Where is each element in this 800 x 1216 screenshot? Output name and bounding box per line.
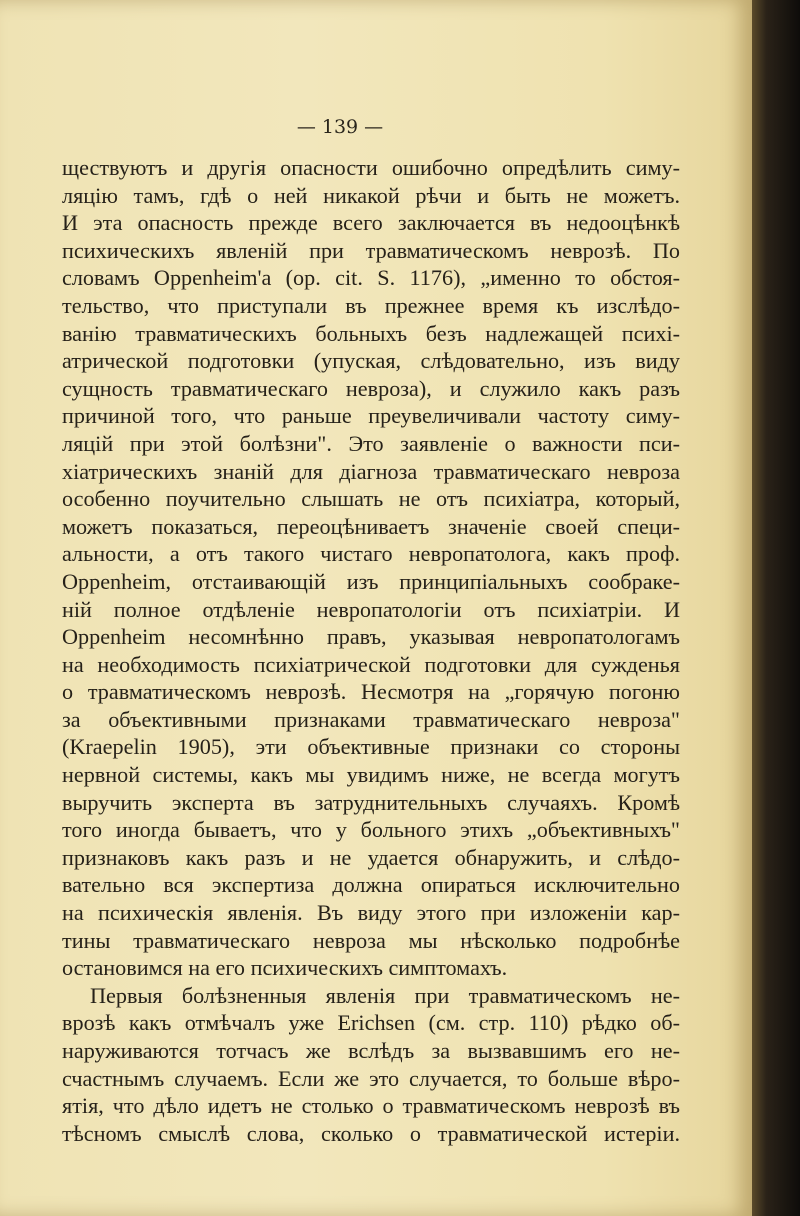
text-line: ванію травматическихъ больныхъ безъ надлежащей психі- [62,320,680,346]
text-line: на психическія явленія. Въ виду этого при изложеніи кар- [62,900,680,926]
text-line: причиной того, что раньше преувеличивали частоту симу- [62,403,680,429]
text-line: тельство, что приступали въ прежнее время къ изслѣдо- [62,292,680,318]
text-line: ляцію тамъ, гдѣ о ней никакой рѣчи и быть не можетъ. [62,182,680,208]
text-line: И эта опасность прежде всего заключается въ недооцѣнкѣ [62,210,680,236]
text-line: вательно вся экспертиза должна опираться исключительно [62,872,680,898]
text-line: врозѣ какъ отмѣчалъ уже Erichsen (см. стр. 110) рѣдко об- [62,1010,680,1036]
text-line: о травматическомъ неврозѣ. Несмотря на „горячую погоню [62,679,680,705]
text-line: хіатрическихъ знаній для діагноза травматическаго невроза [62,458,680,484]
text-line: тѣсномъ смыслѣ слова, сколько о травматической истеріи. [62,1120,680,1146]
body-text [62,154,680,1147]
text-line: Первыя болѣзненныя явленія при травматическомъ не- [90,982,680,1008]
text-line: атрической подготовки (упуская, слѣдовательно, изъ виду [62,348,680,374]
text-line: остановимся на его психическихъ симптомахъ. [62,955,508,981]
text-line: признаковъ какъ разъ и не удается обнаружить, и слѣдо- [62,844,680,870]
text-line: за объективными признаками травматическаго невроза" [62,706,680,732]
text-line: наруживаются тотчасъ же вслѣдъ за вызвавшимъ его не- [62,1038,680,1063]
text-line: выручить эксперта въ затруднительныхъ случаяхъ. Кромѣ [62,789,680,815]
page-number: — 139 — [296,116,384,138]
text-line: нервной системы, какъ мы увидимъ ниже, не всегда могутъ [62,762,680,788]
text-line: ляцій при этой болѣзни". Это заявленіе о важности пси- [62,430,680,456]
book-spine [752,0,800,1216]
text-line: Oppenheim несомнѣнно правъ, указывая невропатологамъ [62,624,680,650]
text-line: (Kraepelin 1905), эти объективные признаки со стороны [62,734,680,760]
text-line: можетъ показаться, переоцѣниваетъ значеніе своей специ- [62,513,680,539]
text-line: на необходимость психіатрической подготовки для сужденья [62,651,680,677]
text-line: ятія, что дѣло идетъ не столько о травматическомъ неврозѣ въ [62,1093,680,1119]
text-line: альности, а отъ такого чистаго невропатолога, какъ проф. [62,541,680,567]
text-line: Oppenheim, отстаивающій изъ принципіальныхъ сообраке- [62,568,680,594]
text-line: особенно поучительно слышать не отъ психіатра, который, [62,486,680,512]
text-line: психическихъ явленій при травматическомъ неврозѣ. По [62,237,680,263]
text-line: счастнымъ случаемъ. Если же это случается, то больше вѣро- [62,1065,680,1091]
text-line: ній полное отдѣленіе невропатологіи отъ психіатріи. И [62,596,680,622]
text-line: сущность травматическаго невроза), и служило какъ разъ [62,375,680,401]
text-line: ществуютъ и другія опасности ошибочно опредѣлить симу- [62,155,680,180]
text-line: словамъ Oppenheim'а (op. cit. S. 1176), „именно то обстоя- [62,265,680,291]
text-line: того иногда бываетъ, что у больного этихъ „объективныхъ" [62,817,680,843]
text-line: тины травматическаго невроза мы нѣсколько подробнѣе [62,927,680,953]
